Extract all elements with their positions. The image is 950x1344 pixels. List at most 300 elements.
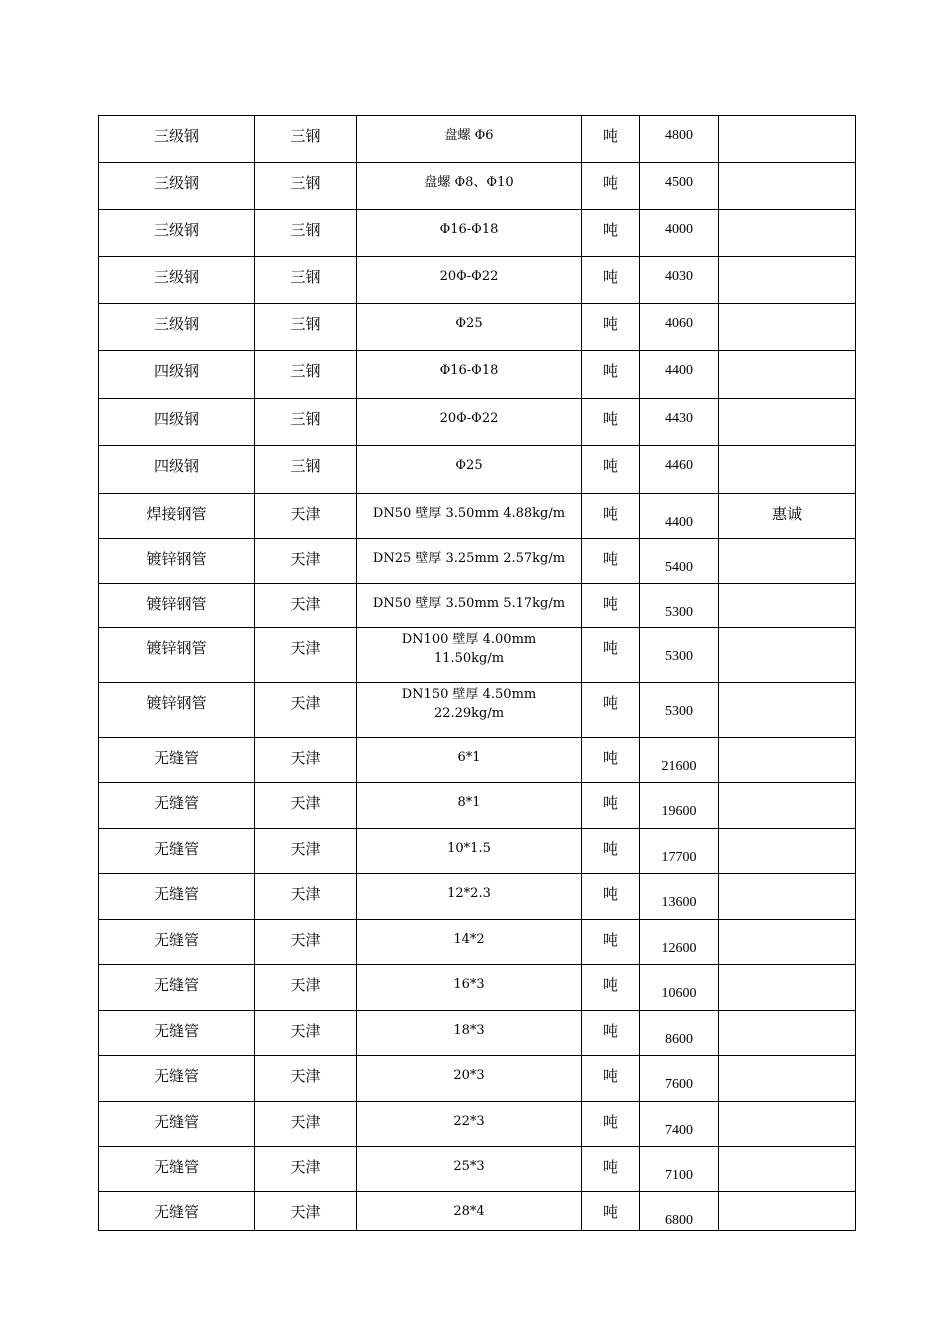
cell-spec	[357, 783, 582, 829]
spec-text: Φ25	[455, 316, 483, 331]
note-text	[719, 1011, 855, 1022]
cell-name	[99, 494, 255, 539]
cell-unit	[582, 1102, 640, 1147]
origin-text: 天津	[290, 694, 321, 712]
note-text	[719, 210, 855, 221]
note-text	[719, 304, 855, 315]
unit-text: 吨	[602, 1158, 618, 1176]
cell-name	[99, 829, 255, 874]
cell-price	[640, 584, 719, 628]
cell-unit	[582, 874, 640, 920]
cell-name	[99, 304, 255, 351]
cell-note	[719, 304, 856, 351]
cell-origin	[255, 351, 357, 399]
cell-unit	[582, 446, 640, 494]
cell-unit	[582, 351, 640, 399]
table-row	[99, 1011, 856, 1056]
table-row	[99, 920, 856, 965]
spec-text: Φ25	[455, 458, 483, 473]
cell-origin	[255, 257, 357, 304]
cell-spec	[357, 1147, 582, 1192]
cell-name	[99, 210, 255, 257]
origin-text: 天津	[290, 885, 321, 903]
cell-note	[719, 539, 856, 584]
table-row	[99, 446, 856, 494]
table-row	[99, 783, 856, 829]
cell-name	[99, 1011, 255, 1056]
unit-text: 吨	[602, 749, 618, 767]
cell-name	[99, 399, 255, 446]
cell-origin	[255, 738, 357, 783]
origin-text: 天津	[290, 931, 321, 949]
origin-text: 三钢	[290, 221, 321, 239]
unit-text: 吨	[602, 221, 618, 239]
origin-text: 天津	[290, 1067, 321, 1085]
origin-text: 三钢	[290, 268, 321, 286]
name-text: 无缝管	[153, 1203, 199, 1221]
unit-text: 吨	[602, 840, 618, 858]
name-text: 三级钢	[153, 127, 199, 145]
cell-price	[640, 874, 719, 920]
cell-note	[719, 1011, 856, 1056]
name-text: 焊接钢管	[146, 505, 207, 523]
price-text: 4400	[665, 515, 693, 530]
cell-origin	[255, 304, 357, 351]
table-row	[99, 584, 856, 628]
table-row	[99, 1147, 856, 1192]
spec-text: 25*3	[453, 1159, 485, 1174]
cell-spec	[357, 163, 582, 210]
cell-name	[99, 1147, 255, 1192]
unit-text: 吨	[602, 885, 618, 903]
table-row	[99, 116, 856, 163]
table-row	[99, 494, 856, 539]
unit-text: 吨	[602, 362, 618, 380]
cell-price	[640, 1056, 719, 1102]
name-text: 无缝管	[153, 840, 199, 858]
cell-spec	[357, 446, 582, 494]
origin-text: 三钢	[290, 174, 321, 192]
name-text: 镀锌钢管	[146, 595, 207, 613]
unit-text: 吨	[602, 976, 618, 994]
price-text: 4400	[665, 363, 693, 378]
table-row	[99, 628, 856, 683]
note-text	[719, 1147, 855, 1158]
price-text: 4060	[665, 316, 693, 331]
cell-origin	[255, 783, 357, 829]
spec-text: Φ16-Φ18	[439, 363, 499, 378]
spec-text: DN50 壁厚 3.50mm 4.88kg/m	[372, 506, 566, 521]
cell-price	[640, 1102, 719, 1147]
cell-note	[719, 683, 856, 738]
cell-origin	[255, 446, 357, 494]
cell-origin	[255, 494, 357, 539]
table-row	[99, 210, 856, 257]
table-row	[99, 399, 856, 446]
cell-unit	[582, 539, 640, 584]
unit-text: 吨	[602, 268, 618, 286]
spec-text: DN25 壁厚 3.25mm 2.57kg/m	[372, 551, 566, 566]
spec-text: Φ16-Φ18	[439, 222, 499, 237]
price-text: 4000	[665, 222, 693, 237]
note-text	[719, 446, 855, 457]
cell-unit	[582, 1056, 640, 1102]
note-text	[719, 829, 855, 840]
name-text: 无缝管	[153, 931, 199, 949]
cell-unit	[582, 399, 640, 446]
cell-origin	[255, 539, 357, 584]
price-text: 8600	[665, 1032, 693, 1047]
spec-text: DN100 壁厚 4.00mm 11.50kg/m	[401, 632, 537, 666]
cell-name	[99, 965, 255, 1011]
cell-spec	[357, 210, 582, 257]
cell-unit	[582, 210, 640, 257]
table-row	[99, 163, 856, 210]
table-row	[99, 683, 856, 738]
cell-spec	[357, 399, 582, 446]
cell-price	[640, 163, 719, 210]
unit-text: 吨	[602, 931, 618, 949]
spec-text: 8*1	[457, 795, 481, 810]
origin-text: 天津	[290, 1203, 321, 1221]
cell-spec	[357, 351, 582, 399]
cell-spec	[357, 874, 582, 920]
cell-origin	[255, 829, 357, 874]
name-text: 无缝管	[153, 794, 199, 812]
origin-text: 天津	[290, 840, 321, 858]
name-text: 无缝管	[153, 1067, 199, 1085]
name-text: 无缝管	[153, 1022, 199, 1040]
cell-spec	[357, 738, 582, 783]
cell-price	[640, 494, 719, 539]
name-text: 三级钢	[153, 268, 199, 286]
price-text: 5300	[665, 605, 693, 620]
cell-spec	[357, 257, 582, 304]
cell-unit	[582, 738, 640, 783]
cell-origin	[255, 210, 357, 257]
cell-note	[719, 1147, 856, 1192]
unit-text: 吨	[602, 1067, 618, 1085]
cell-unit	[582, 1147, 640, 1192]
spec-text: 18*3	[453, 1023, 485, 1038]
table-row	[99, 257, 856, 304]
price-text: 5300	[665, 704, 693, 719]
unit-text: 吨	[602, 1203, 618, 1221]
cell-price	[640, 539, 719, 584]
name-text: 镀锌钢管	[146, 550, 207, 568]
spec-text: 20Φ-Φ22	[439, 411, 499, 426]
table-row	[99, 539, 856, 584]
price-text: 5400	[665, 560, 693, 575]
cell-spec	[357, 539, 582, 584]
origin-text: 三钢	[290, 457, 321, 475]
price-text: 4030	[665, 269, 693, 284]
note-text	[719, 584, 855, 595]
cell-name	[99, 683, 255, 738]
origin-text: 三钢	[290, 127, 321, 145]
price-text: 7400	[665, 1123, 693, 1138]
spec-text: 10*1.5	[447, 841, 491, 856]
cell-note	[719, 874, 856, 920]
unit-text: 吨	[602, 1022, 618, 1040]
cell-spec	[357, 1192, 582, 1231]
cell-name	[99, 351, 255, 399]
name-text: 镀锌钢管	[146, 694, 207, 712]
origin-text: 天津	[290, 749, 321, 767]
name-text: 三级钢	[153, 221, 199, 239]
cell-unit	[582, 920, 640, 965]
origin-text: 三钢	[290, 410, 321, 428]
cell-price	[640, 446, 719, 494]
unit-text: 吨	[602, 1113, 618, 1131]
cell-name	[99, 539, 255, 584]
spec-text: 20Φ-Φ22	[439, 269, 499, 284]
name-text: 镀锌钢管	[146, 639, 207, 657]
name-text: 无缝管	[153, 749, 199, 767]
table-row	[99, 829, 856, 874]
spec-text: 20*3	[453, 1068, 485, 1083]
cell-note	[719, 446, 856, 494]
note-text	[719, 539, 855, 550]
cell-price	[640, 1147, 719, 1192]
table-row	[99, 738, 856, 783]
note-text: 惠诚	[771, 505, 802, 523]
cell-origin	[255, 874, 357, 920]
cell-unit	[582, 304, 640, 351]
cell-note	[719, 965, 856, 1011]
price-text: 4500	[665, 175, 693, 190]
cell-spec	[357, 965, 582, 1011]
origin-text: 三钢	[290, 315, 321, 333]
price-table-body	[99, 116, 856, 1231]
cell-price	[640, 116, 719, 163]
cell-note	[719, 783, 856, 829]
cell-unit	[582, 783, 640, 829]
cell-origin	[255, 628, 357, 683]
cell-price	[640, 738, 719, 783]
spec-text: DN150 壁厚 4.50mm 22.29kg/m	[401, 687, 537, 721]
price-text: 4460	[665, 458, 693, 473]
spec-text: 22*3	[453, 1114, 485, 1129]
cell-spec	[357, 584, 582, 628]
price-table	[98, 115, 856, 1231]
name-text: 三级钢	[153, 315, 199, 333]
cell-price	[640, 628, 719, 683]
cell-price	[640, 920, 719, 965]
origin-text: 天津	[290, 794, 321, 812]
cell-origin	[255, 163, 357, 210]
cell-spec	[357, 1056, 582, 1102]
unit-text: 吨	[602, 550, 618, 568]
spec-text: DN50 壁厚 3.50mm 5.17kg/m	[372, 596, 566, 611]
cell-note	[719, 210, 856, 257]
cell-note	[719, 399, 856, 446]
table-row	[99, 1056, 856, 1102]
cell-price	[640, 783, 719, 829]
cell-spec	[357, 494, 582, 539]
cell-note	[719, 738, 856, 783]
note-text	[719, 257, 855, 268]
note-text	[719, 116, 855, 127]
note-text	[719, 965, 855, 976]
cell-spec	[357, 1011, 582, 1056]
origin-text: 天津	[290, 639, 321, 657]
cell-origin	[255, 399, 357, 446]
unit-text: 吨	[602, 127, 618, 145]
name-text: 无缝管	[153, 885, 199, 903]
cell-unit	[582, 163, 640, 210]
cell-spec	[357, 683, 582, 738]
note-text	[719, 1192, 855, 1203]
cell-note	[719, 628, 856, 683]
cell-origin	[255, 965, 357, 1011]
spec-text: 盘螺 Φ8、Φ10	[424, 175, 514, 190]
note-text	[719, 163, 855, 174]
price-text: 7600	[665, 1077, 693, 1092]
cell-price	[640, 210, 719, 257]
cell-price	[640, 351, 719, 399]
unit-text: 吨	[602, 639, 618, 657]
spec-text: 盘螺 Φ6	[444, 128, 494, 143]
cell-unit	[582, 584, 640, 628]
price-text: 5300	[665, 649, 693, 664]
cell-note	[719, 829, 856, 874]
price-text: 12600	[661, 941, 697, 956]
cell-name	[99, 584, 255, 628]
name-text: 四级钢	[153, 457, 199, 475]
cell-spec	[357, 116, 582, 163]
origin-text: 天津	[290, 1022, 321, 1040]
price-text: 4430	[665, 411, 693, 426]
origin-text: 天津	[290, 1158, 321, 1176]
price-text: 17700	[661, 850, 697, 865]
cell-unit	[582, 1192, 640, 1231]
cell-note	[719, 1192, 856, 1231]
cell-name	[99, 1056, 255, 1102]
cell-price	[640, 304, 719, 351]
name-text: 四级钢	[153, 362, 199, 380]
cell-name	[99, 874, 255, 920]
note-text	[719, 683, 855, 694]
table-row	[99, 304, 856, 351]
cell-unit	[582, 116, 640, 163]
note-text	[719, 738, 855, 749]
cell-note	[719, 1102, 856, 1147]
cell-note	[719, 1056, 856, 1102]
unit-text: 吨	[602, 505, 618, 523]
cell-price	[640, 1011, 719, 1056]
table-row	[99, 874, 856, 920]
cell-name	[99, 446, 255, 494]
price-text: 4800	[665, 128, 693, 143]
note-text	[719, 920, 855, 931]
cell-spec	[357, 628, 582, 683]
cell-origin	[255, 1056, 357, 1102]
price-text: 21600	[661, 759, 697, 774]
table-row	[99, 1192, 856, 1231]
unit-text: 吨	[602, 315, 618, 333]
note-text	[719, 874, 855, 885]
unit-text: 吨	[602, 174, 618, 192]
unit-text: 吨	[602, 794, 618, 812]
cell-price	[640, 829, 719, 874]
cell-price	[640, 257, 719, 304]
name-text: 四级钢	[153, 410, 199, 428]
cell-name	[99, 1102, 255, 1147]
cell-origin	[255, 1192, 357, 1231]
unit-text: 吨	[602, 410, 618, 428]
name-text: 无缝管	[153, 976, 199, 994]
unit-text: 吨	[602, 595, 618, 613]
cell-unit	[582, 628, 640, 683]
price-text: 13600	[661, 895, 697, 910]
origin-text: 天津	[290, 976, 321, 994]
unit-text: 吨	[602, 694, 618, 712]
cell-name	[99, 116, 255, 163]
cell-origin	[255, 116, 357, 163]
cell-origin	[255, 683, 357, 738]
cell-origin	[255, 1147, 357, 1192]
table-row	[99, 351, 856, 399]
cell-price	[640, 399, 719, 446]
cell-name	[99, 163, 255, 210]
name-text: 无缝管	[153, 1113, 199, 1131]
note-text	[719, 1056, 855, 1067]
cell-spec	[357, 829, 582, 874]
cell-unit	[582, 1011, 640, 1056]
cell-spec	[357, 304, 582, 351]
note-text	[719, 1102, 855, 1113]
table-row	[99, 965, 856, 1011]
price-text: 6800	[665, 1213, 693, 1228]
cell-name	[99, 738, 255, 783]
spec-text: 28*4	[453, 1204, 485, 1219]
origin-text: 三钢	[290, 362, 321, 380]
cell-unit	[582, 965, 640, 1011]
cell-note	[719, 584, 856, 628]
cell-price	[640, 1192, 719, 1231]
cell-note	[719, 257, 856, 304]
cell-note	[719, 494, 856, 539]
note-text	[719, 628, 855, 639]
cell-unit	[582, 257, 640, 304]
origin-text: 天津	[290, 505, 321, 523]
cell-unit	[582, 683, 640, 738]
cell-origin	[255, 584, 357, 628]
note-text	[719, 399, 855, 410]
cell-spec	[357, 1102, 582, 1147]
name-text: 无缝管	[153, 1158, 199, 1176]
cell-note	[719, 920, 856, 965]
price-text: 19600	[661, 804, 697, 819]
cell-unit	[582, 494, 640, 539]
note-text	[719, 783, 855, 794]
note-text	[719, 351, 855, 362]
cell-name	[99, 628, 255, 683]
cell-name	[99, 920, 255, 965]
origin-text: 天津	[290, 595, 321, 613]
price-text: 7100	[665, 1168, 693, 1183]
table-row	[99, 1102, 856, 1147]
spec-text: 14*2	[453, 932, 485, 947]
cell-note	[719, 351, 856, 399]
name-text: 三级钢	[153, 174, 199, 192]
cell-origin	[255, 1102, 357, 1147]
origin-text: 天津	[290, 550, 321, 568]
spec-text: 12*2.3	[447, 886, 491, 901]
spec-text: 6*1	[457, 750, 481, 765]
cell-note	[719, 163, 856, 210]
